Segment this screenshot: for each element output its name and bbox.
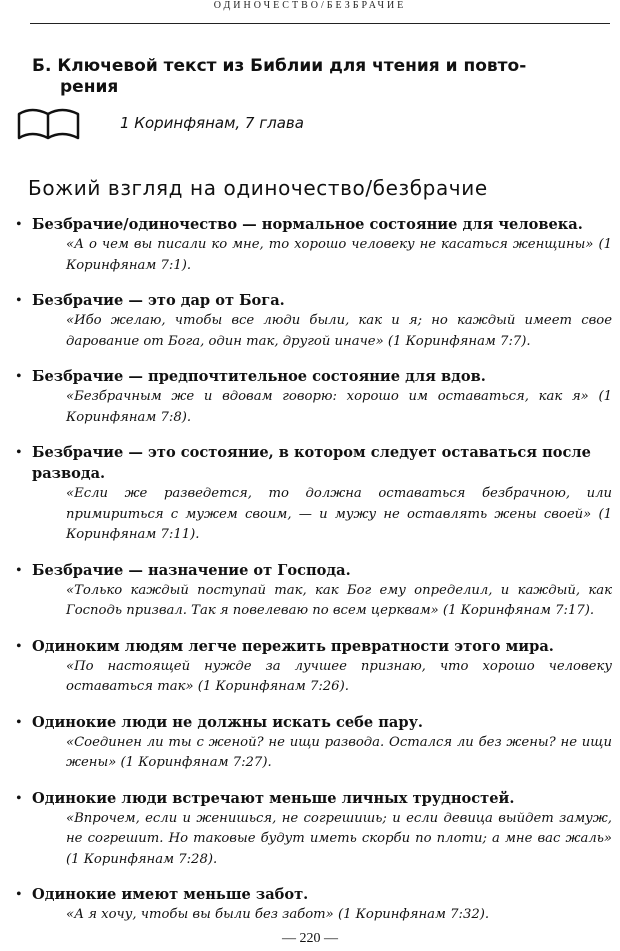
view-heading: Божий взгляд на одиночество/безбрачие	[28, 176, 488, 200]
item-quote: «Впрочем, если и женишься, не согрешишь; и если девица выйдет замуж, не согрешит. Но таковые будут иметь скорби по плоти; а мне вас жаль» (1 Коринфянам 7:28).	[66, 810, 612, 867]
section-title	[32, 56, 612, 98]
page-number: — 220 —	[282, 931, 338, 946]
item-quote: «Только каждый поступай так, как Бог ему определил, и каждый, как Господь призвал. Так я повелеваю по всем церквам» (1 Коринфянам 7:17).	[66, 582, 612, 618]
bullet: •	[16, 789, 22, 807]
list-item	[16, 442, 616, 546]
section-title-line-2: рения	[60, 77, 119, 97]
header-divider	[30, 23, 610, 24]
item-quote: «А о чем вы писали ко мне, то хорошо человеку не касаться женщины» (1 Коринфянам 7:1).	[66, 237, 612, 273]
item-claim: Безбрачие — это состояние, в котором следует оставаться после развода.	[32, 444, 591, 482]
bullet: •	[16, 886, 22, 903]
bullet: •	[16, 216, 22, 233]
bullet: •	[16, 561, 22, 579]
item-claim: Одинокие люди встречают меньше личных трудностей.	[32, 789, 515, 807]
running-head: ОДИНОЧЕСТВО/БЕЗБРАЧИЕ	[213, 0, 407, 11]
item-quote: «Если же разведется, то должна оставаться безбрачною, или примириться с мужем своим, — и мужу не оставлять жены своей» (1 Коринфянам 7:11).	[66, 486, 612, 542]
item-claim: Безбрачие — это дар от Бога.	[32, 292, 285, 309]
bullet: •	[16, 292, 22, 309]
reading-reference: 1 Коринфянам, 7 глава	[120, 114, 304, 132]
section-title-line-1: Б. Ключевой текст из Библии для чтения и повто-	[32, 56, 527, 76]
open-book-icon	[16, 104, 82, 140]
list-item	[16, 366, 616, 428]
item-claim: Одинокие имеют меньше забот.	[32, 886, 309, 903]
list-item	[16, 560, 616, 622]
bullet: •	[16, 368, 22, 385]
item-quote: «Безбрачным же и вдовам говорю: хорошо им оставаться, как я» (1 Коринфянам 7:8).	[66, 389, 612, 425]
item-quote: «Соединен ли ты с женой? не ищи развода. Остался ли без жены? не ищи жены» (1 Коринфянам 7:27).	[66, 734, 612, 770]
item-claim: Безбрачие/одиночество — нормальное состояние для человека.	[32, 216, 583, 233]
item-quote: «По настоящей нужде за лучшее признаю, что хорошо человеку оставаться так» (1 Коринфянам 7:26).	[66, 658, 612, 694]
item-quote: «А я хочу, чтобы вы были без забот» (1 Коринфянам 7:32).	[66, 907, 490, 922]
list-item	[16, 788, 616, 871]
item-claim: Одинокие люди не должны искать себе пару.	[32, 713, 423, 731]
bullet: •	[16, 713, 22, 731]
item-claim: Безбрачие — назначение от Господа.	[32, 561, 351, 579]
list-item	[16, 636, 616, 698]
list-item	[16, 214, 616, 276]
item-quote: «Ибо желаю, чтобы все люди были, как и я; но каждый имеет свое дарование от Бога, один так, другой иначе» (1 Коринфянам 7:7).	[66, 313, 612, 349]
item-claim: Одиноким людям легче пережить превратности этого мира.	[32, 637, 554, 655]
list-item	[16, 884, 616, 926]
list-item	[16, 290, 616, 352]
bullet: •	[16, 444, 22, 461]
list-item	[16, 712, 616, 774]
item-claim: Безбрачие — предпочтительное состояние для вдов.	[32, 368, 486, 385]
bullet: •	[16, 637, 22, 655]
teaching-list	[16, 214, 616, 926]
